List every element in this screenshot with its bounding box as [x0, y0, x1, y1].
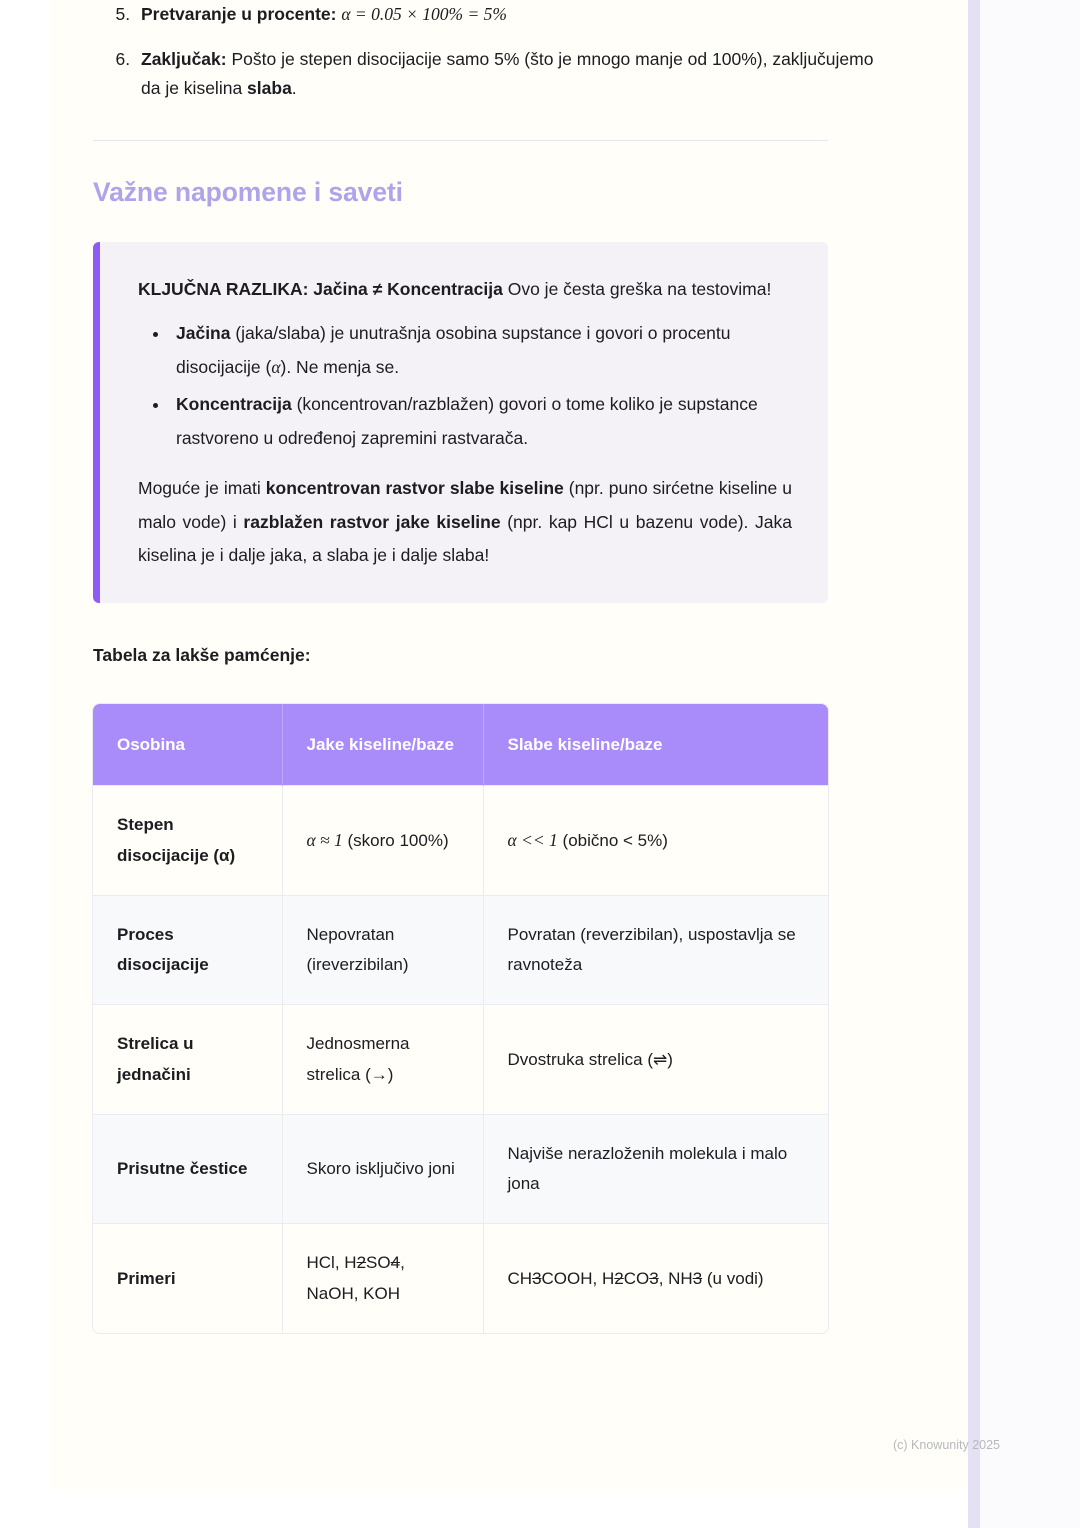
alpha-weak-rest: (obično < 5%): [557, 831, 668, 851]
step-6-period: .: [291, 77, 297, 98]
formula-text: COOH, H: [541, 1268, 615, 1288]
callout-heading-bold: KLJUČNA RAZLIKA: Jačina ≠ Koncentracija: [138, 279, 503, 300]
table-header-row: [93, 704, 828, 786]
table-row: [93, 786, 828, 896]
cell-weak: [483, 786, 828, 896]
list-item: [170, 388, 792, 456]
cell-weak: Najviše nerazloženih molekula i malo jona: [483, 1114, 828, 1224]
cell-property: Strelica u jednačini: [93, 1005, 282, 1115]
cell-property: Stepen disocijacije (α): [93, 786, 282, 896]
bullet-0-symbol: α: [271, 356, 281, 377]
cell-weak-formula: [483, 1224, 828, 1333]
formula-subscript: 4: [390, 1253, 401, 1273]
right-side-panel: [968, 0, 1080, 1528]
key-difference-callout: [93, 242, 828, 603]
cell-weak: Dvostruka strelica (⇌): [483, 1005, 828, 1115]
table-row: [93, 895, 828, 1005]
para-part-2: (npr. puno sirćetne kiseline u malo vode) i: [138, 477, 792, 532]
para-part-3: (npr. kap HCl u bazenu vode). Jaka kiselina je i dalje jaka, a slaba je i dalje slaba!: [138, 511, 792, 566]
formula-subscript: 3: [649, 1268, 659, 1288]
column-header-strong: Jake kiseline/baze: [282, 704, 483, 786]
step-5-formula: α = 0.05 × 100% = 5%: [341, 4, 508, 24]
step-6-text: Pošto je stepen disocijacije samo 5% (što je mnogo manje od 100%), zaključujemo da je kiselina: [141, 49, 874, 98]
formula-subscript: 3: [692, 1268, 703, 1288]
list-item: [135, 0, 883, 28]
formula-text: , NH: [658, 1268, 693, 1288]
formula-text: SO: [366, 1253, 391, 1273]
list-item: [170, 317, 792, 385]
vertical-scrollbar[interactable]: [968, 0, 980, 1528]
callout-paragraph: [138, 472, 792, 573]
bullet-0-tail: ). Ne menja se.: [280, 356, 400, 377]
step-5-label: Pretvaranje u procente:: [141, 4, 337, 24]
callout-heading-rest: Ovo je česta greška na testovima!: [502, 279, 772, 300]
step-6-label: Zaključak:: [141, 49, 227, 70]
list-item: [135, 45, 883, 102]
cell-strong: Nepovratan (ireverzibilan): [282, 895, 483, 1005]
formula-subscript: 2: [356, 1253, 367, 1273]
table-row: [93, 1114, 828, 1224]
bullet-0-term: Jačina: [176, 322, 231, 343]
formula-text: (u vodi): [702, 1268, 764, 1288]
cell-property: Prisutne čestice: [93, 1114, 282, 1224]
callout-heading: [138, 273, 792, 307]
page-content: [93, 0, 883, 1333]
formula-text: CH: [507, 1268, 533, 1288]
bullet-1-text: (koncentrovan/razblažen) govori o tome koliko je supstance rastvoreno u određenoj zapremini rastvarača.: [176, 394, 758, 449]
steps-list: [93, 0, 883, 102]
para-bold-2: razblažen rastvor jake kiseline: [243, 511, 501, 532]
bullet-0-text: (jaka/slaba) je unutrašnja osobina supstance i govori o procentu disocijacije (: [176, 322, 731, 377]
formula-text: HCl, H: [306, 1253, 357, 1273]
alpha-strong: α ≈ 1: [306, 830, 343, 851]
table-row: [93, 1224, 828, 1333]
document-page: [50, 0, 968, 1490]
column-header-weak: Slabe kiseline/baze: [483, 704, 828, 786]
cell-property: Proces disocijacije: [93, 895, 282, 1005]
cell-strong-formula: [282, 1224, 483, 1333]
para-bold-1: koncentrovan rastvor slabe kiseline: [265, 477, 564, 498]
bullet-1-term: Koncentracija: [176, 394, 292, 415]
para-part-1: Moguće je imati: [138, 477, 266, 498]
alpha-strong-rest: (skoro 100%): [342, 831, 449, 851]
step-6-emphasis: slaba: [247, 77, 292, 98]
table-row: [93, 1005, 828, 1115]
section-divider: [93, 140, 828, 141]
callout-bullet-list: [138, 317, 792, 456]
cell-property: Primeri: [93, 1224, 282, 1333]
comparison-table: [93, 704, 828, 1333]
page-title: Važne napomene i saveti: [93, 177, 403, 208]
cell-strong: Jednosmerna strelica (→): [282, 1005, 483, 1115]
formula-subscript: 2: [614, 1268, 624, 1288]
formula-text: , NaOH, KOH: [306, 1253, 405, 1303]
cell-strong: [282, 786, 483, 896]
formula-subscript: 3: [532, 1268, 542, 1288]
column-header-property: Osobina: [93, 704, 282, 786]
copyright-watermark: (c) Knowunity 2025: [893, 1438, 1001, 1452]
cell-weak: Povratan (reverzibilan), uspostavlja se ravnoteža: [483, 895, 828, 1005]
alpha-weak: α << 1: [507, 830, 558, 851]
table-caption: Tabela za lakše pamćenje:: [93, 645, 311, 666]
formula-text: CO: [623, 1268, 650, 1288]
cell-strong: Skoro isključivo joni: [282, 1114, 483, 1224]
page-bottom-edge: [50, 1490, 968, 1528]
